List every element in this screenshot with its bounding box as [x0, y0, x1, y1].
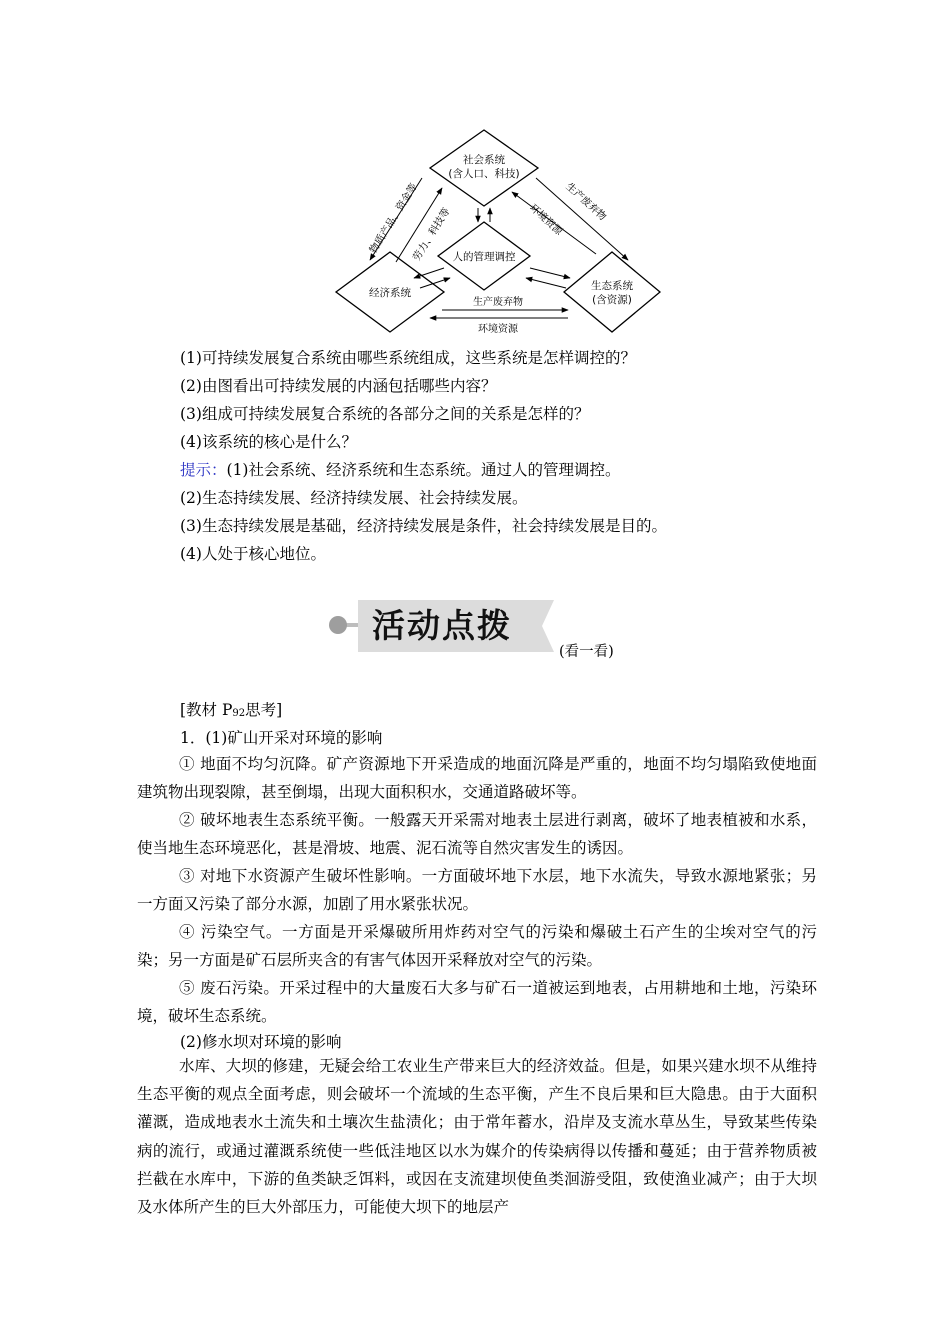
prod-waste-right-label: 生产废弃物	[563, 181, 608, 223]
hint-line-4: (4)人处于核心地位。	[180, 545, 326, 563]
hint-line-2: (2)生态持续发展、经济持续发展、社会持续发展。	[180, 489, 528, 507]
banner-dot-icon	[329, 616, 347, 634]
env-resource-right-label: 环境资源	[527, 202, 565, 238]
material-capital-label: 物质产品、资金等	[368, 181, 420, 256]
paragraph-5: ⑤ 废石污染。开采过程中的大量废石大多与矿石一道被运到地表，占用耕地和土地，污染环境，破坏生态系统。	[137, 979, 817, 1026]
question-2: (2)由图看出可持续发展的内涵包括哪些内容？	[180, 377, 497, 395]
question-4: (4)该系统的核心是什么？	[180, 433, 357, 451]
ecology-node	[564, 252, 660, 332]
paragraph-4: ④ 污染空气。一方面是开采爆破所用炸药对空气的污染和爆破土石产生的尘埃对空气的污染；另一方面是矿石层所夹含的有害气体因开采释放对空气的污染。	[137, 923, 817, 970]
prod-waste-bottom-label: 生产废弃物	[473, 297, 523, 308]
question-3: (3)组成可持续发展复合系统的各部分之间的关系是怎样的？	[180, 405, 590, 423]
textbook-reference	[180, 700, 282, 724]
labor-tech-label: 劳力、科技等	[411, 206, 453, 264]
paragraph-2: ② 破坏地表生态系统平衡。一般露天开采需对地表土层进行剥离，破坏了地表植被和水系，使当地生态环境恶化，甚是滑坡、地震、泥石流等自然灾害发生的诱因。	[137, 811, 817, 858]
banner-title: 活动点拨	[372, 606, 512, 645]
question-1: (1)可持续发展复合系统由哪些系统组成，这些系统是怎样调控的？	[180, 349, 636, 367]
item-2-heading: (2)修水坝对环境的影响	[180, 1033, 342, 1051]
ref-page: 92	[232, 708, 246, 719]
ecology-label-line2: (含资源)	[592, 294, 632, 306]
society-label-line1: 社会系统	[463, 154, 505, 166]
hint-line-3: (3)生态持续发展是基础，经济持续发展是条件，社会持续发展是目的。	[180, 517, 667, 535]
hint-line-1	[180, 460, 620, 480]
env-resource-bottom-label: 环境资源	[478, 324, 518, 335]
paragraph-1: ① 地面不均匀沉降。矿产资源地下开采造成的地面沉降是严重的，地面不均匀塌陷致使地面建筑物出现裂隙，甚至倒塌，出现大面积积水，交通道路破坏等。	[137, 755, 817, 802]
sustainable-development-diagram	[330, 128, 670, 342]
hint-label: 提示：	[180, 461, 227, 479]
item-1-heading: 1．(1)矿山开采对环境的影响	[180, 729, 383, 747]
paragraph-3: ③ 对地下水资源产生破坏性影响。一方面破坏地下水层，地下水流失，导致水源地紧张；另一方面又污染了部分水源，加剧了用水紧张状况。	[137, 867, 817, 914]
society-label-line2: (含人口、科技)	[448, 168, 520, 180]
economy-label: 经济系统	[369, 287, 411, 299]
hint-text-1: (1)社会系统、经济系统和生态系统。通过人的管理调控。	[226, 461, 621, 479]
ref-prefix: [教材 P	[180, 701, 233, 719]
paragraph-6: 水库、大坝的修建，无疑会给工农业生产带来巨大的经济效益。但是，如果兴建水坝不从维持生态平衡的观点全面考虑，则会破坏一个流域的生态平衡，产生不良后果和巨大隐患。由于大面积灌溉，造成地表水土流失和土壤次生盐渍化；由于常年蓄水，沿岸及支流水草丛生，导致某些传染病的流行，或通过灌溉系统使一些低洼地区以水为媒介的传染病得以传播和蔓延；由于营养物质被拦截在水库中，下游的鱼类缺乏饵料，或因在支流建坝使鱼类洄游受阻，致使渔业减产；由于大坝及水体所产生的巨大外部压力，可能使大坝下的地层产	[137, 1057, 817, 1217]
ref-suffix: 思考]	[245, 701, 283, 719]
ecology-label-line1: 生态系统	[591, 280, 633, 292]
center-label: 人的管理调控	[452, 251, 516, 263]
banner-subtitle: (看一看)	[559, 644, 614, 660]
